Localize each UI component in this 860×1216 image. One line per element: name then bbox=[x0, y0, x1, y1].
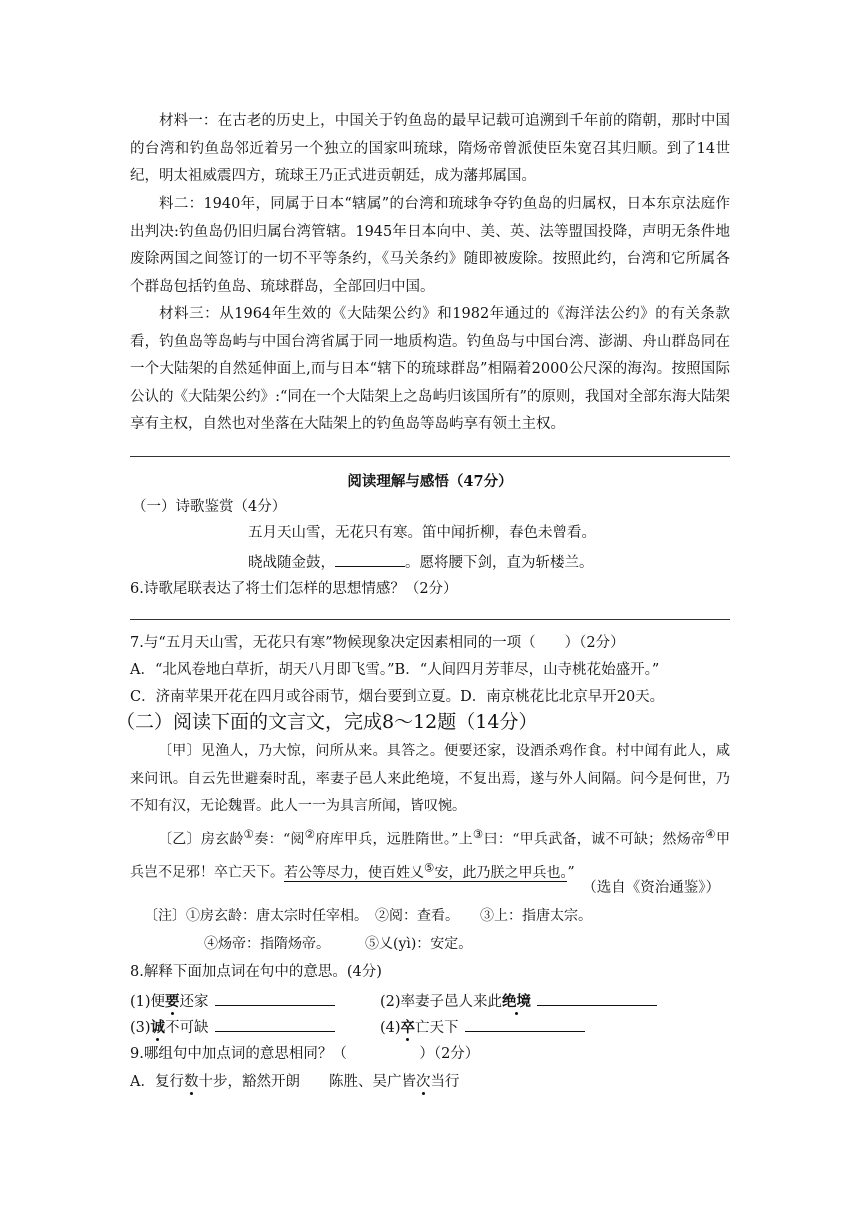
note-line-1: 〔注〕①房玄龄：唐太宗时任宰相。 ②阅：查看。 ③上：指唐太宗。 bbox=[144, 908, 592, 924]
note-ref-5: ⑤ bbox=[424, 860, 435, 875]
q8-3-dotted-word: 诚 bbox=[150, 1019, 166, 1036]
note-ref-3: ③ bbox=[472, 827, 484, 841]
passage-yi-end: ” bbox=[567, 864, 575, 881]
material-1: 材料一：在古老的历史上，中国关于钓鱼岛的最早记载可追溯到千年前的隋朝，那时中国的台湾和钓鱼岛邻近着另一个独立的国家叫琉球，隋炀帝曾派使臣朱宽召其归顺。到了14世纪，明太祖威震四方，琉球王乃正式进贡朝廷，成为藩邦属国。 bbox=[130, 113, 730, 184]
poem-line-1: 五月天山雪，无花只有寒。笛中闻折柳，春色未曾看。 bbox=[248, 525, 596, 541]
q8-3-answer-blank[interactable] bbox=[215, 1016, 335, 1032]
material-3: 材料三：从1964年生效的《大陆架公约》和1982年通过的《海洋法公约》的有关条款看，钓鱼岛等岛屿与中国台湾省属于同一地质构造。钓鱼岛与中国台湾、澎湖、舟山群岛同在一个大陆架的自然延伸面上,而与日本“辖下的琉球群岛”相隔着2000公尺深的海沟。按照国际公认的《大陆架公约》:“同在一个大陆架上之岛屿归该国所有”的原则，我国对全部东海大陆架享有主权，自然也对坐落在大陆架上的钓鱼岛等岛屿享有领土主权。 bbox=[130, 306, 730, 432]
q8-item-1 bbox=[130, 990, 335, 1012]
q9-option-a bbox=[130, 1072, 459, 1092]
note-ref-1: ① bbox=[243, 827, 255, 841]
q8-3-suffix: 不可缺 bbox=[165, 1020, 209, 1036]
question-7: 7.与“五月天山雪，无花只有寒”物候现象决定因素相同的一项（ ）（2分） bbox=[130, 635, 625, 651]
answer-line-q6[interactable] bbox=[130, 619, 730, 620]
underlined-part-2: 安，此乃朕之甲兵也。 bbox=[434, 864, 568, 881]
passage-yi-text-1: 〔乙〕房玄龄 bbox=[158, 831, 244, 848]
q8-4-answer-blank[interactable] bbox=[465, 1016, 585, 1032]
question-6: 6.诗歌尾联表达了将士们怎样的思想情感？（2分） bbox=[130, 581, 458, 597]
question-9: 9.哪组句中加点词的意思相同？（ ）（2分） bbox=[130, 1046, 480, 1062]
q8-4-suffix: 亡天下 bbox=[415, 1020, 459, 1036]
q8-2-prefix: (2)率妻子邑人来此 bbox=[380, 994, 503, 1010]
underlined-part-1: 若公等尽力，使百姓乂 bbox=[284, 864, 424, 881]
q8-1-dotted-word: 要 bbox=[165, 993, 180, 1010]
q9-a-text-3: 当行 bbox=[430, 1074, 460, 1090]
poem-answer-blank[interactable] bbox=[335, 551, 405, 567]
q8-2-answer-blank[interactable] bbox=[537, 990, 657, 1006]
poem-line-2-start: 晓战随金鼓， bbox=[248, 555, 335, 571]
question-7-options-cd: C．济南苹果开花在四月或谷雨节，烟台要到立夏。D．南京桃花比北京早开20天。 bbox=[130, 689, 665, 705]
question-8: 8.解释下面加点词在句中的意思。(4分) bbox=[130, 964, 382, 980]
passage-source: （选自《资治通鉴》） bbox=[582, 880, 720, 896]
poem-line-2 bbox=[248, 551, 594, 573]
part2-heading: （二）阅读下面的文言文，完成8～12题（14分） bbox=[116, 711, 538, 733]
q9-a-text-1: A．复行 bbox=[130, 1074, 184, 1090]
section-title: 阅读理解与感悟（47分） bbox=[347, 473, 513, 490]
q8-item-4 bbox=[380, 1016, 585, 1038]
q8-4-dotted-word: 卒 bbox=[400, 1019, 416, 1036]
q9-a-text-2: 十步，豁然开朗 陈胜、吴广皆 bbox=[198, 1074, 416, 1090]
poem-line-2-end: 。愿将腰下剑，直为斩楼兰。 bbox=[405, 555, 594, 571]
q8-item-2 bbox=[380, 990, 657, 1012]
q8-4-prefix: (4) bbox=[380, 1020, 401, 1036]
note-ref-2: ② bbox=[304, 827, 316, 841]
passage-yi-text-5: 甲兵岂不足邪！卒亡天下。 bbox=[130, 831, 730, 881]
passage-yi-text-3: 府库甲兵，远胜隋世。”上 bbox=[315, 831, 473, 848]
divider bbox=[130, 456, 730, 457]
q8-2-dotted-word: 绝境 bbox=[502, 993, 532, 1010]
material-2: 料二：1940年，同属于日本“辖属”的台湾和琉球争夺钓鱼岛的归属权，日本东京法庭作出判决:钓鱼岛仍旧归属台湾管辖。1945年日本向中、美、英、法等盟国投降，声明无条件地废除两国之间签订的一切不平等条约，《马关条约》随即被废除。按照此约，台湾和它所属各个群岛包括钓鱼岛、琉球群岛，全部回归中国。 bbox=[130, 196, 730, 295]
q8-item-3 bbox=[130, 1016, 335, 1038]
q8-1-suffix: 还家 bbox=[179, 994, 209, 1010]
q8-1-answer-blank[interactable] bbox=[215, 990, 335, 1006]
q8-3-prefix: (3) bbox=[130, 1020, 151, 1036]
q9-a-dotted-word-1: 数 bbox=[183, 1074, 199, 1090]
note-line-2: ④炀帝：指隋炀帝。 ⑤乂(yì)：安定。 bbox=[204, 936, 473, 952]
q9-a-dotted-word-2: 次 bbox=[415, 1074, 431, 1090]
passage-yi-text-2: 奏：“阅 bbox=[254, 831, 305, 848]
q8-1-prefix: (1)便 bbox=[130, 994, 166, 1010]
passage-jia: 〔甲〕见渔人，乃大惊，问所从来。具答之。便要还家，设酒杀鸡作食。村中闻有此人，咸来问讯。自云先世避秦时乱，率妻子邑人来此绝境，不复出焉，遂与外人间隔。问今是何世，乃不知有汉，无论魏晋。此人一一为具言所闻，皆叹惋。 bbox=[130, 743, 730, 814]
part1-heading: （一）诗歌鉴赏（4分） bbox=[132, 499, 287, 515]
underlined-sentence bbox=[284, 860, 568, 882]
passage-yi-text-4: 曰：“甲兵武备，诚不可缺；然炀帝 bbox=[483, 831, 706, 848]
question-7-options-ab: A．“北风卷地白草折，胡天八月即飞雪。”B．“人间四月芳菲尽，山寺桃花始盛开。” bbox=[130, 662, 660, 678]
note-ref-4: ④ bbox=[705, 827, 716, 841]
